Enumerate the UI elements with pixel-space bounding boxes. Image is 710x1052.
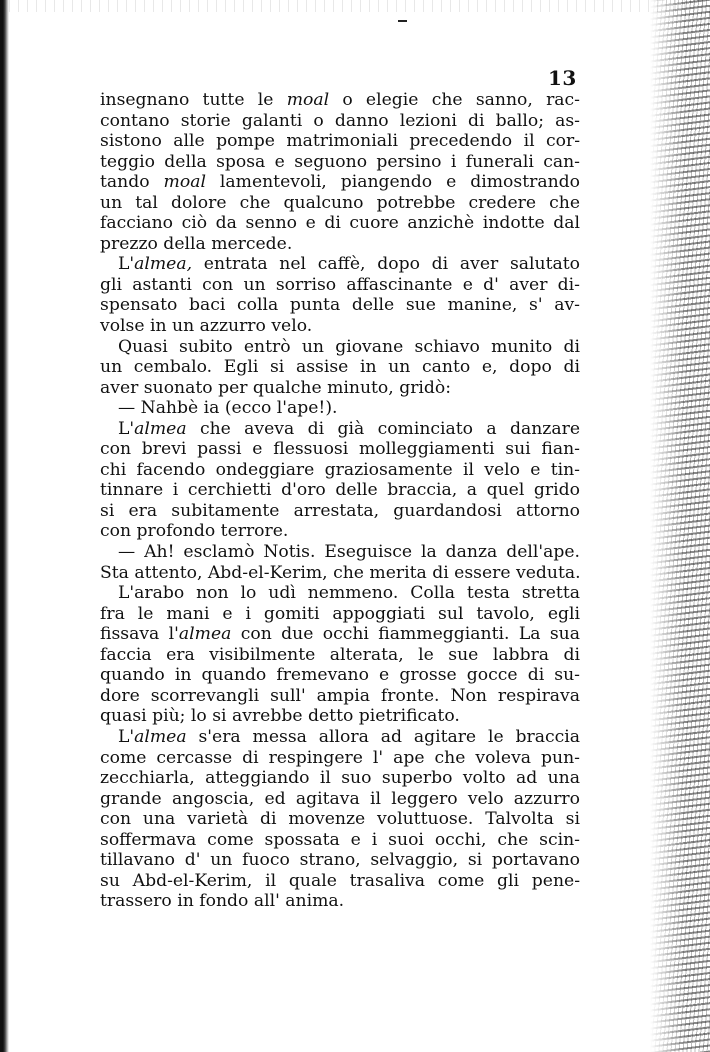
text-segment: o elegie che sanno, rac- (329, 90, 580, 110)
text-segment: zecchiarla, atteggiando il suo superbo volto ad una (100, 768, 580, 789)
text-line (100, 172, 580, 193)
text-line (100, 480, 580, 501)
text-segment: su Abd-el-Kerim, il quale trasaliva come gli pene- (100, 870, 580, 891)
page-top-scan-marks (0, 0, 710, 12)
text-segment: quando in quando fremevano e grosse gocce di su- (100, 665, 580, 686)
text-segment: entrata nel caffè, dopo di aver salutato (192, 254, 580, 275)
text-segment: trassero in fondo all' anima. (100, 891, 345, 912)
text-line (100, 501, 580, 522)
text-line (100, 439, 580, 460)
text-line (100, 213, 580, 234)
text-line (100, 583, 580, 604)
text-line (100, 850, 580, 871)
text-segment: che aveva di già cominciato a danzare (186, 418, 580, 439)
text-line (100, 645, 580, 666)
text-segment: si era subitamente arrestata, guardandosi attorno (100, 500, 580, 521)
text-segment: un cembalo. Egli si assise in un canto e, dopo di (100, 357, 580, 378)
text-segment: L'arabo non lo udì nemmeno. Colla testa stretta (118, 583, 580, 604)
text-segment: L' (118, 726, 135, 747)
text-line (100, 624, 580, 645)
text-segment: con due occhi fiammeggianti. La sua (231, 624, 580, 645)
text-segment: gli astanti con un sorriso affascinante e d' aver di- (100, 274, 580, 295)
text-segment: teggio della sposa e seguono persino i funerali can- (100, 151, 580, 172)
text-line (100, 111, 580, 132)
text-segment: spensato baci colla punta delle sue manine, s' av- (100, 295, 580, 316)
italic-word: almea, (134, 254, 193, 275)
text-segment: contano storie galanti o danno lezioni di ballo; as- (100, 110, 580, 131)
text-line (100, 460, 580, 481)
text-segment: — Ah! esclamò Notis. Eseguisce la danza dell'ape. (118, 542, 580, 563)
text-line (100, 295, 580, 316)
text-segment: con profondo terrore. (100, 521, 289, 542)
text-segment: Sta attento, Abd-el-Kerim, che merita di essere veduta. (100, 562, 581, 583)
text-segment: L' (118, 418, 135, 439)
text-segment: Quasi subito entrò un giovane schiavo munito di (118, 336, 580, 357)
text-line (100, 419, 580, 440)
text-line (100, 521, 580, 542)
page-number: 13 (548, 66, 577, 90)
text-line (100, 234, 580, 255)
italic-word: almea (134, 726, 187, 747)
text-segment: s'era messa allora ad agitare le braccia (186, 726, 580, 747)
text-line (100, 727, 580, 748)
italic-word: almea (178, 624, 232, 645)
text-line (100, 254, 580, 275)
text-segment: con una varietà di movenze voluttuose. Talvolta si (100, 809, 580, 830)
text-line (100, 131, 580, 152)
text-line (100, 193, 580, 214)
text-line (100, 871, 580, 892)
text-segment: soffermava come spossata e i suoi occhi, che scin- (100, 829, 580, 850)
text-line (100, 542, 580, 563)
text-line (100, 706, 580, 727)
text-line (100, 275, 580, 296)
italic-word: almea (134, 418, 187, 439)
italic-word: moal (286, 90, 330, 110)
text-segment: chi facendo ondeggiare graziosamente il velo e tin- (100, 459, 580, 480)
text-line (100, 830, 580, 851)
text-segment: lamentevoli, piangendo e dimostrando (205, 172, 580, 193)
text-line (100, 809, 580, 830)
text-segment: faccia era visibilmente alterata, le sue labbra di (100, 644, 580, 665)
text-segment: — Nahbè ia (ecco l'ape!). (118, 398, 338, 419)
text-segment: tinnare i cerchietti d'oro delle braccia, a quel grido (100, 480, 580, 501)
italic-word: moal (163, 172, 206, 193)
text-segment: con brevi passi e flessuosi molleggiamenti sui fian- (100, 439, 580, 460)
text-segment: un tal dolore che qualcuno potrebbe credere che (100, 192, 580, 213)
text-segment: prezzo della mercede. (100, 233, 293, 254)
text-line (100, 357, 580, 378)
text-line (100, 748, 580, 769)
text-segment: L' (118, 254, 135, 275)
top-dash-mark (398, 20, 407, 22)
text-line (100, 152, 580, 173)
text-segment: fissava l' (100, 624, 179, 645)
page-right-edge-scan-noise (650, 0, 710, 1052)
text-segment: sistono alle pompe matrimoniali precedendo il cor- (100, 131, 580, 152)
text-segment: tillavano d' un fuoco strano, selvaggio, si portavano (100, 850, 580, 871)
text-segment: dore scorrevangli sull' ampia fronte. Non respirava (100, 685, 580, 706)
text-line (100, 316, 580, 337)
text-segment: facciano ciò da senno e di cuore anzichè indotte dal (100, 213, 580, 234)
text-segment: insegnano tutte le (100, 90, 287, 110)
text-segment: tando (100, 172, 164, 193)
text-line (100, 604, 580, 625)
text-segment: come cercasse di respingere l' ape che voleva pun- (100, 747, 580, 768)
text-line (100, 789, 580, 810)
body-text (100, 90, 580, 912)
text-line (100, 378, 580, 399)
text-segment: aver suonato per qualche minuto, gridò: (100, 377, 452, 398)
text-line (100, 686, 580, 707)
text-line (100, 891, 580, 912)
text-line (100, 768, 580, 789)
page-left-edge (0, 0, 9, 1052)
text-line (100, 665, 580, 686)
text-segment: volse in un azzurro velo. (100, 316, 313, 337)
text-segment: quasi più; lo si avrebbe detto pietrificato. (100, 706, 460, 727)
text-line (100, 337, 580, 358)
text-line (100, 563, 580, 584)
text-line (100, 90, 580, 111)
text-line (100, 398, 580, 419)
text-segment: grande angoscia, ed agitava il leggero velo azzurro (100, 788, 580, 809)
text-segment: fra le mani e i gomiti appoggiati sul tavolo, egli (100, 603, 580, 624)
